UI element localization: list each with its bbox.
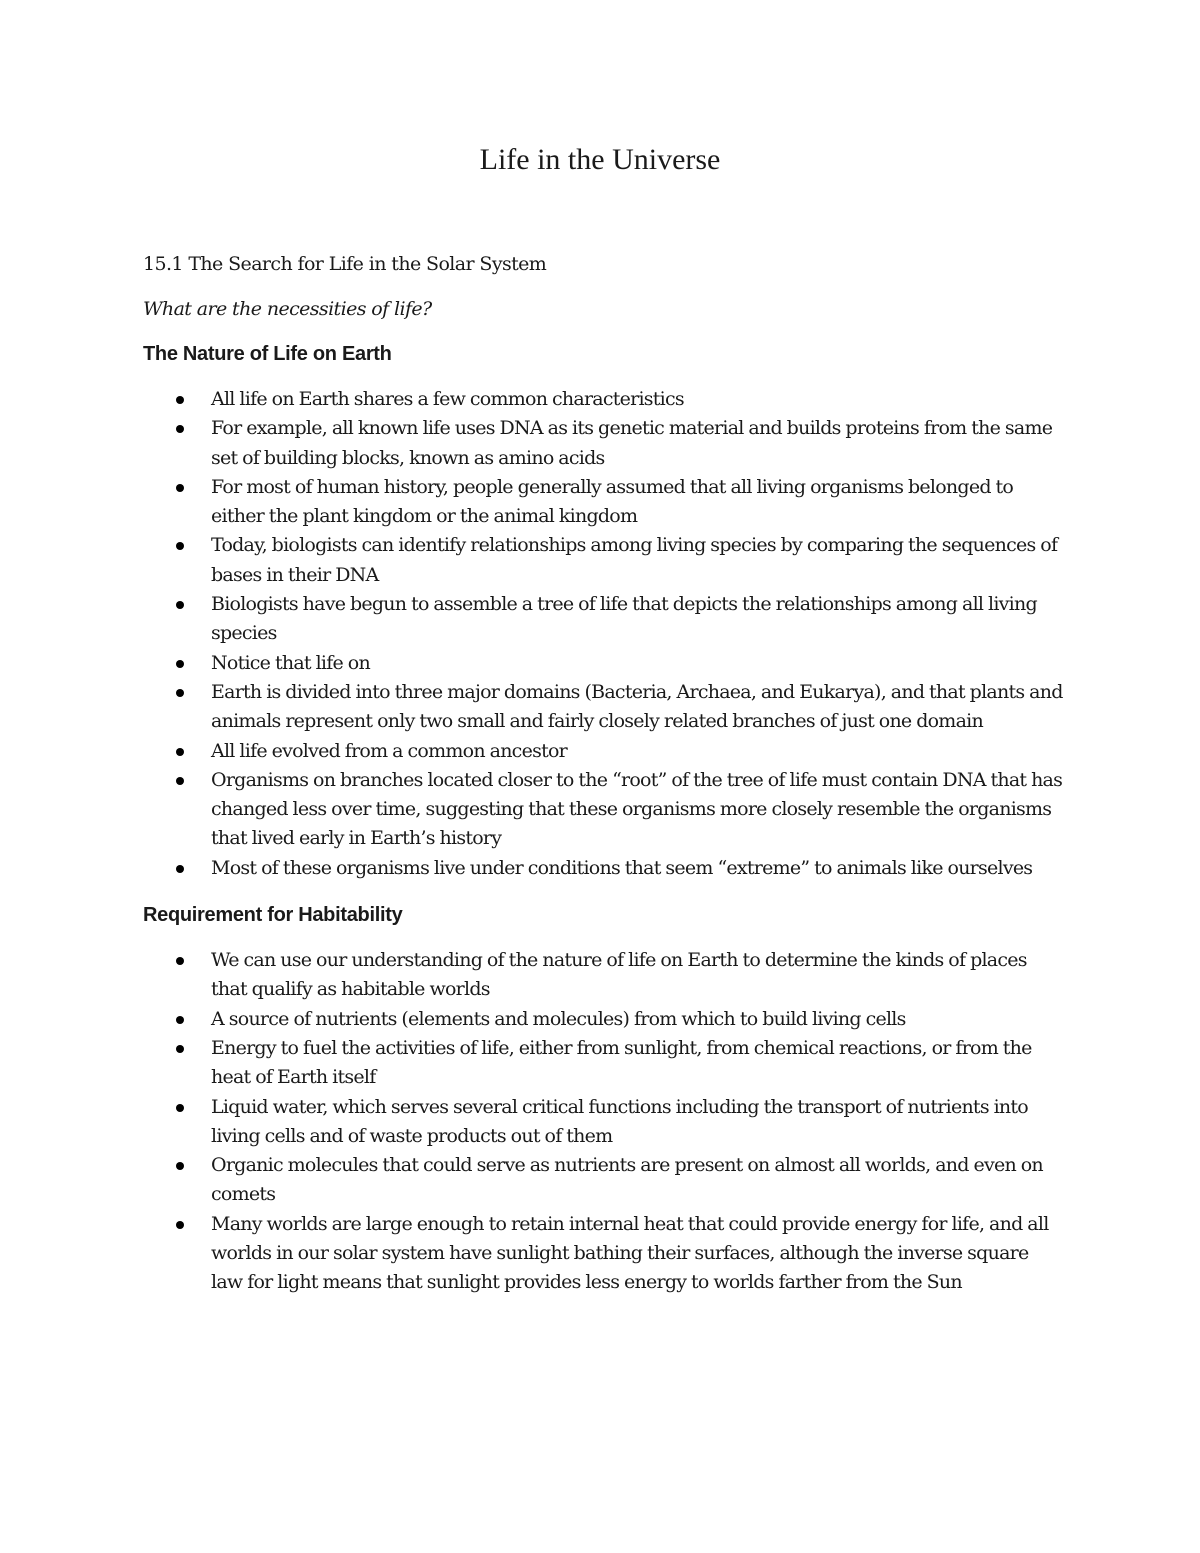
bullet-list	[143, 385, 1063, 883]
bullet-icon	[176, 1045, 184, 1053]
list-item: All life on Earth shares a few common characteristics	[143, 385, 1063, 414]
bullet-icon	[176, 660, 184, 668]
bullet-icon	[176, 601, 184, 609]
list-item: Liquid water, which serves several critical functions including the transport of nutrients into living cells and of waste products out of them	[143, 1093, 1063, 1152]
list-item: Most of these organisms live under conditions that seem “extreme” to animals like ourselves	[143, 854, 1063, 883]
list-item: Earth is divided into three major domains (Bacteria, Archaea, and Eukarya), and that plants and animals represent only two small and fairly closely related branches of just one domain	[143, 678, 1063, 737]
bullet-icon	[176, 1221, 184, 1229]
bullet-icon	[176, 957, 184, 965]
list-item: Organisms on branches located closer to the “root” of the tree of life must contain DNA that has changed less over time, suggesting that these organisms more closely resemble the organisms that lived early in Earth’s history	[143, 766, 1063, 854]
bullet-icon	[176, 396, 184, 404]
bullet-icon	[176, 777, 184, 785]
bullet-icon	[176, 542, 184, 550]
list-item: Biologists have begun to assemble a tree of life that depicts the relationships among all living species	[143, 590, 1063, 649]
section-nature-of-life	[143, 340, 1063, 883]
section-number-title: 15.1 The Search for Life in the Solar System	[143, 253, 547, 275]
list-item: A source of nutrients (elements and molecules) from which to build living cells	[143, 1005, 1063, 1034]
bullet-icon	[176, 425, 184, 433]
bullet-icon	[176, 484, 184, 492]
list-item: For example, all known life uses DNA as its genetic material and builds proteins from the same set of building blocks, known as amino acids	[143, 414, 1063, 473]
list-item: All life evolved from a common ancestor	[143, 737, 1063, 766]
bullet-icon	[176, 1162, 184, 1170]
document-title: Life in the Universe	[479, 143, 721, 176]
list-item: Organic molecules that could serve as nutrients are present on almost all worlds, and even on comets	[143, 1151, 1063, 1210]
section-requirement-for-habitability	[143, 901, 1063, 1298]
section-heading: Requirement for Habitability	[143, 904, 403, 927]
list-item: Energy to fuel the activities of life, either from sunlight, from chemical reactions, or from the heat of Earth itself	[143, 1034, 1063, 1093]
list-item: Today, biologists can identify relationships among living species by comparing the sequences of bases in their DNA	[143, 531, 1063, 590]
list-item: We can use our understanding of the nature of life on Earth to determine the kinds of places that qualify as habitable worlds	[143, 946, 1063, 1005]
bullet-icon	[176, 748, 184, 756]
bullet-icon	[176, 1016, 184, 1024]
document-body	[143, 250, 1063, 1316]
list-item: For most of human history, people generally assumed that all living organisms belonged to either the plant kingdom or the animal kingdom	[143, 473, 1063, 532]
bullet-icon	[176, 865, 184, 873]
bullet-icon	[176, 689, 184, 697]
bullet-list	[143, 946, 1063, 1298]
section-heading: The Nature of Life on Earth	[143, 343, 392, 365]
bullet-icon	[176, 1104, 184, 1112]
list-item: Many worlds are large enough to retain internal heat that could provide energy for life, and all worlds in our solar system have sunlight bathing their surfaces, although the inverse square law for light means that sunlight provides less energy to worlds farther from the Sun	[143, 1210, 1063, 1298]
guiding-question: What are the necessities of life?	[143, 298, 432, 320]
list-item: Notice that life on	[143, 649, 1063, 678]
